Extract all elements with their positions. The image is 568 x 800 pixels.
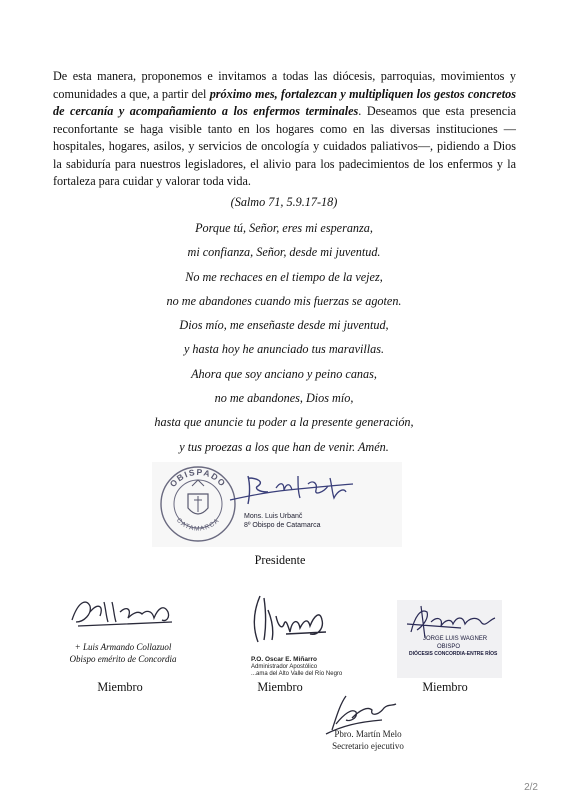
president-name-caption (244, 512, 320, 530)
psalm-line: hasta que anuncie tu poder a la presente generación, (154, 415, 414, 430)
member2-signature-icon (246, 590, 336, 650)
psalm-block (0, 190, 568, 459)
psalm-reference: (Salmo 71, 5.9.17-18) (230, 195, 338, 209)
member1-name: + Luis Armando Collazuol (74, 642, 172, 652)
member1-signature-icon (68, 592, 178, 632)
psalm-line: mi confianza, Señor, desde mi juventud. (187, 245, 381, 260)
secretary-name: Pbro. Martín Melo (334, 729, 402, 739)
psalm-line: y hasta hoy he anunciado tus maravillas. (183, 342, 385, 357)
president-title: 8º Obispo de Catamarca (244, 522, 321, 529)
svg-text:CATAMARCA (175, 517, 221, 533)
psalm-line: Porque tú, Señor, eres mi esperanza, (195, 221, 373, 235)
president-signature-icon (228, 470, 358, 510)
member2-caption (251, 656, 361, 679)
svg-text:OBISPADO (168, 467, 229, 489)
member3-role: Miembro (422, 680, 468, 694)
president-signature-block (152, 462, 402, 547)
psalm-line: no me abandones cuando mis fuerzas se agoten. (166, 293, 402, 308)
psalm-line: Dios mío, me enseñaste desde mi juventud, (179, 318, 389, 333)
president-name: Mons. Luis Urbanč (244, 513, 303, 520)
paragraph-emphasis: próximo mes, fortalezcan y multipliquen los gestos concretos de cercanía y acompañamiento a los enfermos terminales (53, 86, 516, 118)
paragraph-text-end: . Deseamos que esta presencia reconfortante se haga visible tanto en los hogares como en las diversas instituciones — hospitales, hogares, asilos, y servicios de oncología y cuidados paliativos—, pidiendo a Dios la sabiduría para nuestros legisladores, el alivio para los padecimientos de los enfermos y la fortaleza para cuidar y valorar toda vida. (53, 104, 516, 188)
psalm-line: No me rechaces en el tiempo de la vejez, (185, 269, 383, 284)
body-paragraph (53, 68, 516, 191)
member3-title: OBISPO (437, 643, 461, 650)
member2-diocese: ...ama del Alto Valle del Río Negro (251, 671, 343, 677)
member3-name: JORGE LUIS WAGNER (423, 636, 488, 642)
member1-title: Obispo emérito de Concordia (69, 654, 177, 664)
secretary-title: Secretario ejecutivo (332, 741, 404, 751)
psalm-line: y tus proezas a los que han de venir. Amén. (179, 439, 389, 454)
psalm-line: no me abandones, Dios mío, (214, 391, 354, 406)
paragraph-text-start: De esta manera, proponemos e invitamos a todas las diócesis, parroquias, movimientos y comunidades a que, a partir del (53, 69, 516, 101)
secretary-caption (318, 728, 418, 752)
page-number: 2/2 (524, 782, 538, 793)
member1-caption (48, 641, 198, 665)
member3-signature-block (397, 600, 502, 678)
member3-diocese: DIÓCESIS CONCORDIA-ENTRE RÍOS (409, 651, 498, 657)
member1-role: Miembro (97, 680, 143, 694)
member3-caption (409, 636, 501, 659)
stamp-bottom-text: CATAMARCA (174, 516, 222, 533)
member2-name: P.O. Oscar E. Miñarro (251, 656, 317, 663)
stamp-top-text: OBISPADO (167, 466, 229, 490)
president-role: Presidente (254, 553, 306, 567)
member2-role: Miembro (257, 680, 303, 694)
obispado-seal-icon (158, 464, 238, 544)
member2-title: Administrador Apostólico (251, 663, 318, 670)
psalm-line: Ahora que soy anciano y peino canas, (191, 366, 377, 381)
